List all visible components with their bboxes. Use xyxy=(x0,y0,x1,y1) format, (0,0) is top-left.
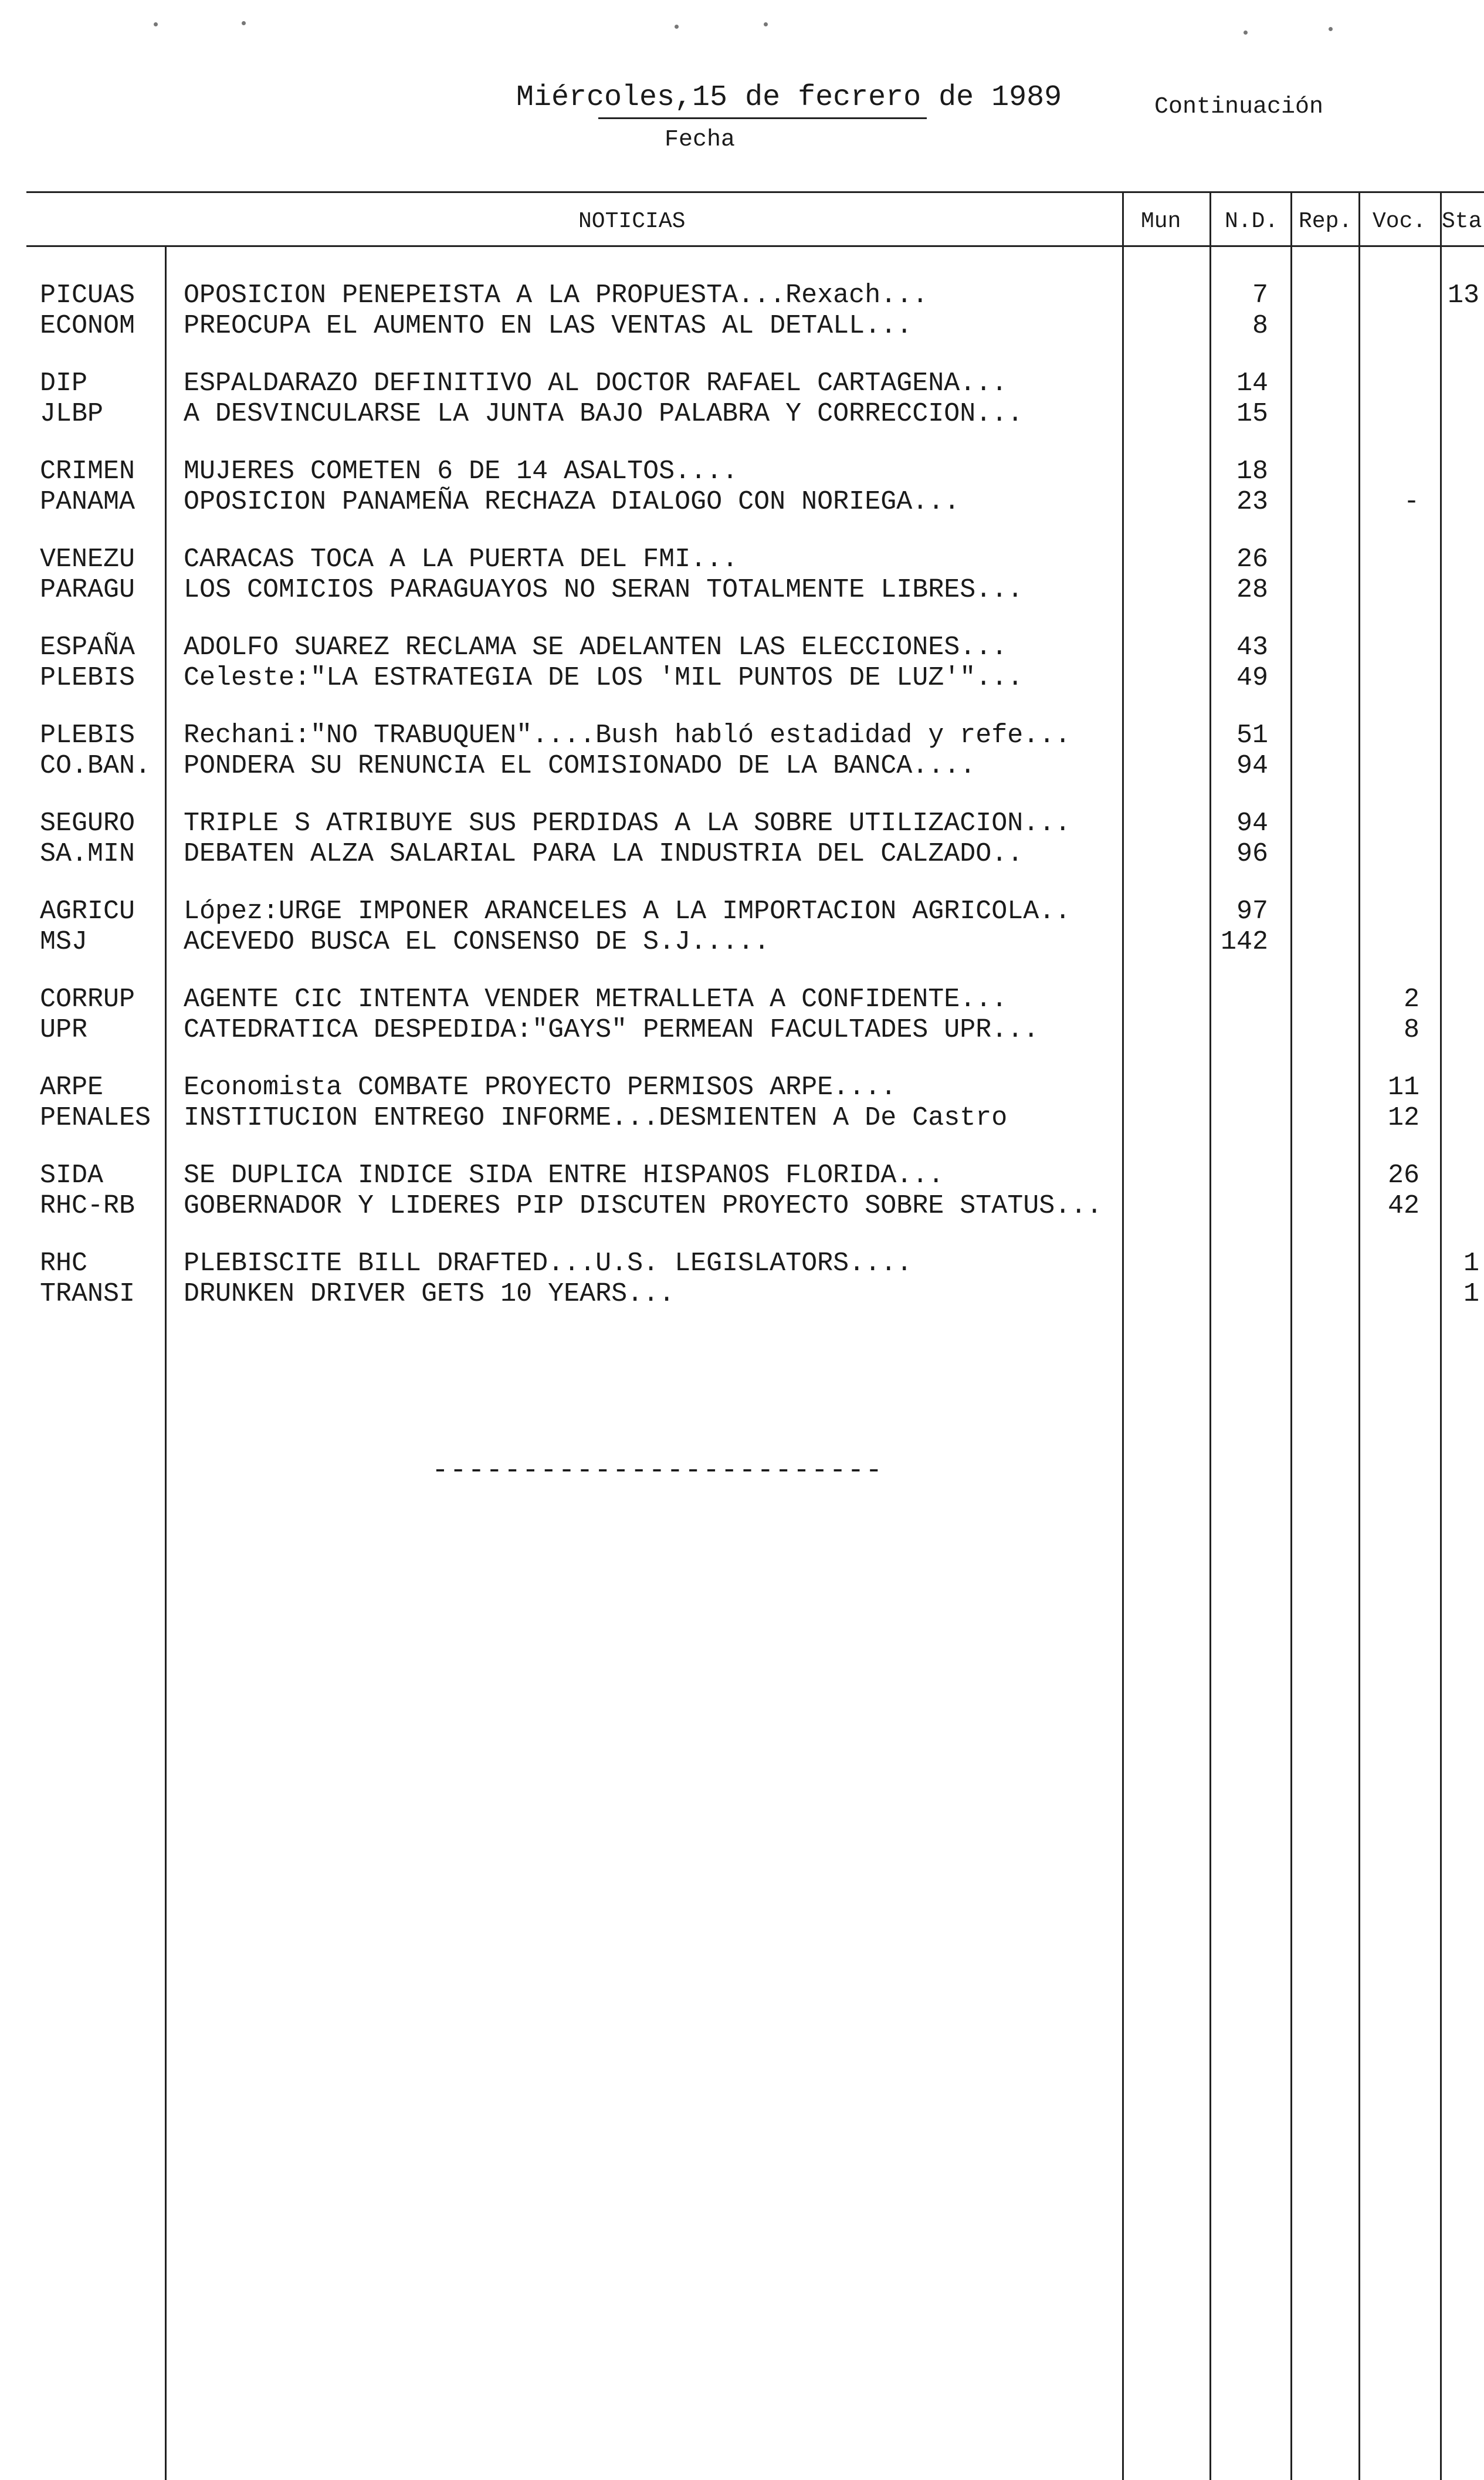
column-header-nd: N.D. xyxy=(1225,209,1279,234)
headline: PREOCUPA EL AUMENTO EN LAS VENTAS AL DETALL... xyxy=(184,311,913,341)
column-header-sta: Sta xyxy=(1442,209,1482,234)
scan-speck xyxy=(764,22,768,26)
end-marker: ------------------------- xyxy=(432,1455,884,1487)
nd-value: 94 xyxy=(1236,808,1268,838)
section-code: PLEBIS xyxy=(40,663,135,693)
column-header-mun: Mun xyxy=(1141,209,1181,234)
section-code: CRIMEN xyxy=(40,456,135,486)
headline: GOBERNADOR Y LIDERES PIP DISCUTEN PROYECTO SOBRE STATUS... xyxy=(184,1191,1103,1221)
headline: PLEBISCITE BILL DRAFTED...U.S. LEGISLATORS.... xyxy=(184,1249,913,1278)
section-code: ARPE xyxy=(40,1072,104,1102)
headline: CATEDRATICA DESPEDIDA:"GAYS" PERMEAN FACULTADES UPR... xyxy=(184,1015,1039,1045)
headline: SE DUPLICA INDICE SIDA ENTRE HISPANOS FLORIDA... xyxy=(184,1161,944,1190)
headline: DEBATEN ALZA SALARIAL PARA LA INDUSTRIA DEL CALZADO.. xyxy=(184,839,1024,869)
date-label: Fecha xyxy=(665,127,736,153)
section-code: PICUAS xyxy=(40,280,135,310)
column-header-noticias: NOTICIAS xyxy=(578,209,686,234)
section-code: CO.BAN. xyxy=(40,751,151,781)
column-header-rep: Rep. xyxy=(1299,209,1353,234)
section-code: SA.MIN xyxy=(40,839,135,869)
rep-column-divider xyxy=(1290,191,1292,2480)
voc-value: 42 xyxy=(1387,1191,1419,1221)
nd-value: 23 xyxy=(1236,487,1268,517)
sta-value: 1 xyxy=(1463,1279,1479,1309)
section-code: SIDA xyxy=(40,1161,104,1190)
headline: MUJERES COMETEN 6 DE 14 ASALTOS.... xyxy=(184,456,738,486)
sta-column-divider xyxy=(1440,191,1442,2480)
section-code: ECONOM xyxy=(40,311,135,341)
section-code: MSJ xyxy=(40,927,88,957)
nd-value: 142 xyxy=(1220,927,1268,957)
sta-value: 13 xyxy=(1447,280,1479,310)
section-code: PLEBIS xyxy=(40,720,135,750)
headline: ESPALDARAZO DEFINITIVO AL DOCTOR RAFAEL CARTAGENA... xyxy=(184,368,1008,398)
headline: OPOSICION PENEPEISTA A LA PROPUESTA...Rexach... xyxy=(184,280,929,310)
voc-value: 12 xyxy=(1387,1103,1419,1133)
headline: ACEVEDO BUSCA EL CONSENSO DE S.J..... xyxy=(184,927,770,957)
headline: Economista COMBATE PROYECTO PERMISOS ARPE.... xyxy=(184,1072,897,1102)
headline: PONDERA SU RENUNCIA EL COMISIONADO DE LA BANCA.... xyxy=(184,751,976,781)
continuation-label: Continuación xyxy=(1154,94,1324,120)
scan-speck xyxy=(1244,31,1248,35)
sta-value: 1 xyxy=(1463,1249,1479,1278)
scan-speck xyxy=(154,22,158,26)
section-column-divider xyxy=(165,245,167,2480)
voc-value: 26 xyxy=(1387,1161,1419,1190)
nd-value: 26 xyxy=(1236,544,1268,574)
section-code: VENEZU xyxy=(40,544,135,574)
date-underline xyxy=(598,117,927,119)
nd-value: 15 xyxy=(1236,399,1268,429)
section-code: JLBP xyxy=(40,399,104,429)
table-top-rule xyxy=(26,191,1484,193)
headline: A DESVINCULARSE LA JUNTA BAJO PALABRA Y CORRECCION... xyxy=(184,399,1024,429)
column-header-voc: Voc. xyxy=(1373,209,1427,234)
nd-value: 18 xyxy=(1236,456,1268,486)
section-code: CORRUP xyxy=(40,984,135,1014)
scan-speck xyxy=(1329,27,1333,31)
nd-value: 97 xyxy=(1236,896,1268,926)
nd-value: 51 xyxy=(1236,720,1268,750)
section-code: PENALES xyxy=(40,1103,151,1133)
section-code: RHC-RB xyxy=(40,1191,135,1221)
nd-value: 43 xyxy=(1236,632,1268,662)
nd-value: 8 xyxy=(1252,311,1268,341)
voc-value: 8 xyxy=(1403,1015,1419,1045)
headline: ADOLFO SUAREZ RECLAMA SE ADELANTEN LAS ELECCIONES... xyxy=(184,632,1008,662)
section-code: ESPAÑA xyxy=(40,632,135,662)
voc-value: 2 xyxy=(1403,984,1419,1014)
nd-value: 28 xyxy=(1236,575,1268,605)
section-code: AGRICU xyxy=(40,896,135,926)
section-code: RHC xyxy=(40,1249,88,1278)
section-code: SEGURO xyxy=(40,808,135,838)
scan-speck xyxy=(242,21,246,25)
headline: AGENTE CIC INTENTA VENDER METRALLETA A CONFIDENTE... xyxy=(184,984,1008,1014)
section-code: PANAMA xyxy=(40,487,135,517)
headline: LOS COMICIOS PARAGUAYOS NO SERAN TOTALMENTE LIBRES... xyxy=(184,575,1024,605)
nd-column-divider xyxy=(1209,191,1211,2480)
nd-value: 96 xyxy=(1236,839,1268,869)
headline: INSTITUCION ENTREGO INFORME...DESMIENTEN A De Castro xyxy=(184,1103,1008,1133)
voc-column-divider xyxy=(1358,191,1360,2480)
headline: DRUNKEN DRIVER GETS 10 YEARS... xyxy=(184,1279,675,1309)
headline: Celeste:"LA ESTRATEGIA DE LOS 'MIL PUNTOS DE LUZ'"... xyxy=(184,663,1024,693)
nd-value: 49 xyxy=(1236,663,1268,693)
mun-column-divider xyxy=(1122,191,1124,2480)
nd-value: 94 xyxy=(1236,751,1268,781)
scan-speck xyxy=(675,25,679,29)
headline: TRIPLE S ATRIBUYE SUS PERDIDAS A LA SOBRE UTILIZACION... xyxy=(184,808,1071,838)
headline: OPOSICION PANAMEÑA RECHAZA DIALOGO CON NORIEGA... xyxy=(184,487,960,517)
section-code: PARAGU xyxy=(40,575,135,605)
nd-value: 14 xyxy=(1236,368,1268,398)
report-date: Miércoles,15 de fecrero de 1989 xyxy=(516,81,1062,114)
section-code: TRANSI xyxy=(40,1279,135,1309)
voc-value: 11 xyxy=(1387,1072,1419,1102)
headline: López:URGE IMPONER ARANCELES A LA IMPORTACION AGRICOLA.. xyxy=(184,896,1071,926)
headline: CARACAS TOCA A LA PUERTA DEL FMI... xyxy=(184,544,738,574)
voc-value: - xyxy=(1403,487,1419,517)
section-code: DIP xyxy=(40,368,88,398)
nd-value: 7 xyxy=(1252,280,1268,310)
section-code: UPR xyxy=(40,1015,88,1045)
headline: Rechani:"NO TRABUQUEN"....Bush habló estadidad y refe... xyxy=(184,720,1071,750)
table-header-rule xyxy=(26,245,1484,247)
